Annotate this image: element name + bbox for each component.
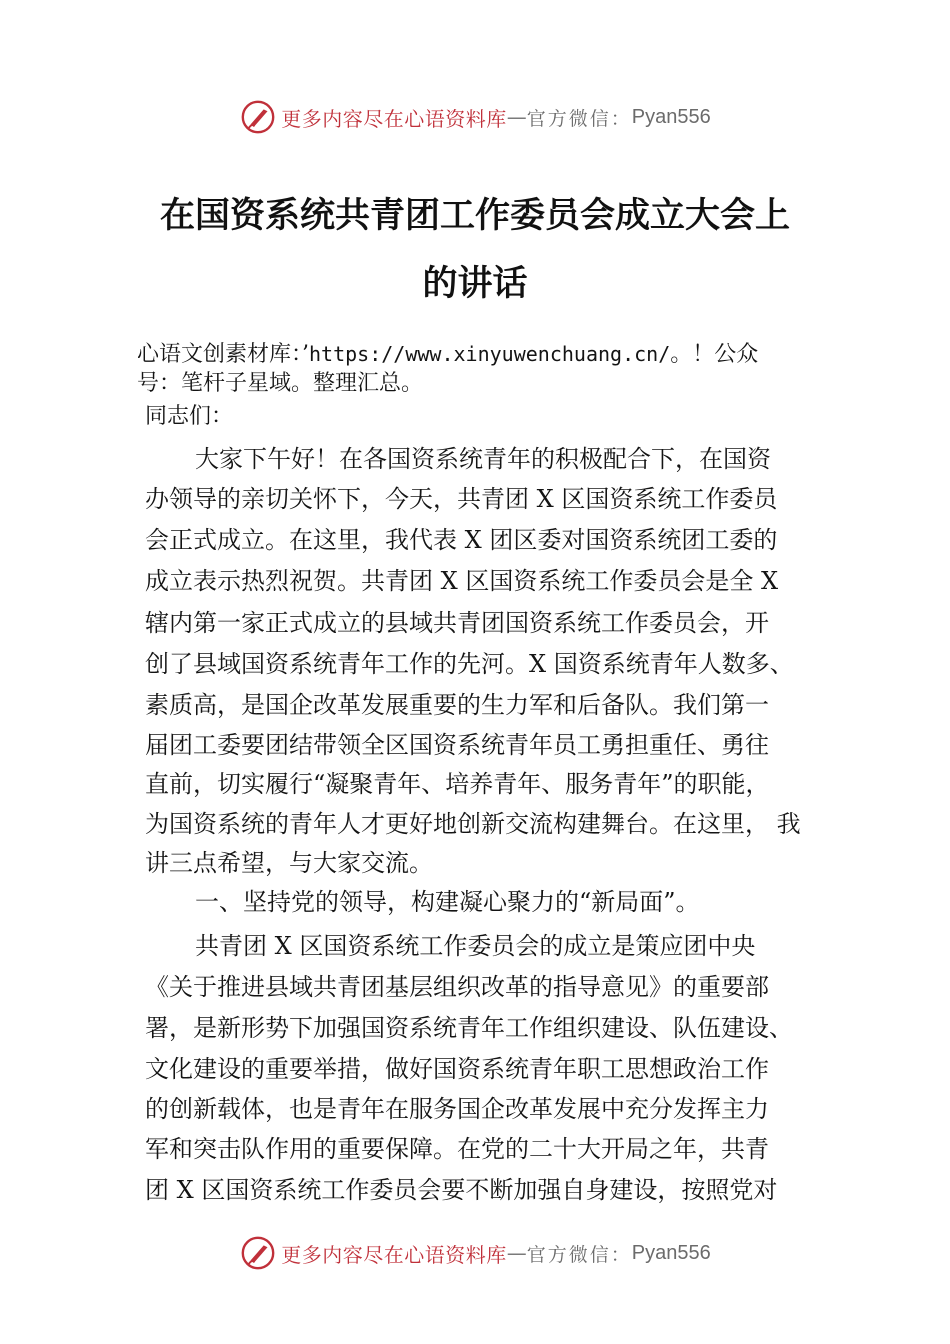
watermark-wechat-id: Pyan556 bbox=[631, 1241, 711, 1264]
document-title-line-2: 的讲话 bbox=[422, 263, 528, 304]
body-line: 大家下午好！在各国资系统青年的积极配合下，在国资 bbox=[195, 445, 771, 473]
body-line: 文化建设的重要举措，做好国资系统青年职工思想政治工作 bbox=[145, 1055, 769, 1083]
source-line-1 bbox=[137, 339, 758, 370]
source-prefix: 心语文创素材库：’ bbox=[137, 342, 309, 367]
body-line: 素质高，是国企改革发展重要的生力军和后备队。我们第一 bbox=[145, 691, 769, 719]
body-line: 军和突击队作用的重要保障。在党的二十大开局之年，共青 bbox=[145, 1135, 769, 1163]
source-url-link[interactable]: https://www.xinyuwenchuang.cn/ bbox=[309, 342, 671, 366]
watermark-separator: — bbox=[506, 1241, 527, 1265]
watermark-text: 更多内容尽在心语资料库 bbox=[281, 106, 507, 131]
watermark-text: 更多内容尽在心语资料库 bbox=[281, 1242, 507, 1267]
body-line: 届团工委要团结带领全区国资系统青年员工勇担重任、勇往 bbox=[145, 731, 769, 759]
salutation: 同志们： bbox=[145, 404, 234, 429]
pen-logo-icon bbox=[239, 1234, 277, 1272]
pen-logo-icon bbox=[239, 98, 277, 136]
watermark-wechat-id: Pyan556 bbox=[631, 105, 711, 128]
source-line-2: 号：笔杆子星域。整理汇总。 bbox=[137, 371, 424, 396]
document-title-line-1: 在国资系统共青团工作委员会成立大会上 bbox=[159, 195, 790, 236]
body-line: 成立表示热烈祝贺。共青团 X 区国资系统工作委员会是全 X bbox=[145, 567, 779, 595]
body-line: 署，是新形势下加强国资系统青年工作组织建设、队伍建设、 bbox=[145, 1014, 793, 1042]
source-suffix: 。！公众 bbox=[670, 342, 759, 367]
watermark-separator: — bbox=[506, 105, 527, 129]
body-line: 《关于推进县域共青团基层组织改革的指导意见》的重要部 bbox=[145, 973, 769, 1001]
body-line: 团 X 区国资系统工作委员会要不断加强自身建设，按照党对 bbox=[145, 1176, 778, 1204]
top-watermark-banner bbox=[0, 92, 950, 142]
body-line: 的创新载体，也是青年在服务国企改革发展中充分发挥主力 bbox=[145, 1095, 769, 1123]
bottom-watermark-banner bbox=[0, 1228, 950, 1278]
section-heading-1: 一、坚持党的领导，构建凝心聚力的“新局面”。 bbox=[195, 888, 700, 916]
body-line: 直前，切实履行“凝聚青年、培养青年、服务青年”的职能， bbox=[145, 770, 770, 798]
watermark-wechat-label: 官方微信： bbox=[526, 107, 632, 130]
body-line: 共青团 X 区国资系统工作委员会的成立是策应团中央 bbox=[195, 932, 756, 960]
body-line: 会正式成立。在这里，我代表 X 团区委对国资系统团工委的 bbox=[145, 526, 778, 554]
body-line: 讲三点希望，与大家交流。 bbox=[145, 849, 433, 877]
body-line: 创了县域国资系统青年工作的先河。X 国资系统青年人数多、 bbox=[145, 650, 794, 678]
watermark-wechat-label: 官方微信： bbox=[526, 1243, 632, 1266]
body-line: 辖内第一家正式成立的县域共青团国资系统工作委员会，开 bbox=[145, 609, 769, 637]
body-line: 办领导的亲切关怀下，今天，共青团 X 区国资系统工作委员 bbox=[145, 485, 778, 513]
body-line: 为国资系统的青年人才更好地创新交流构建舞台。在这里， 我 bbox=[145, 810, 801, 838]
